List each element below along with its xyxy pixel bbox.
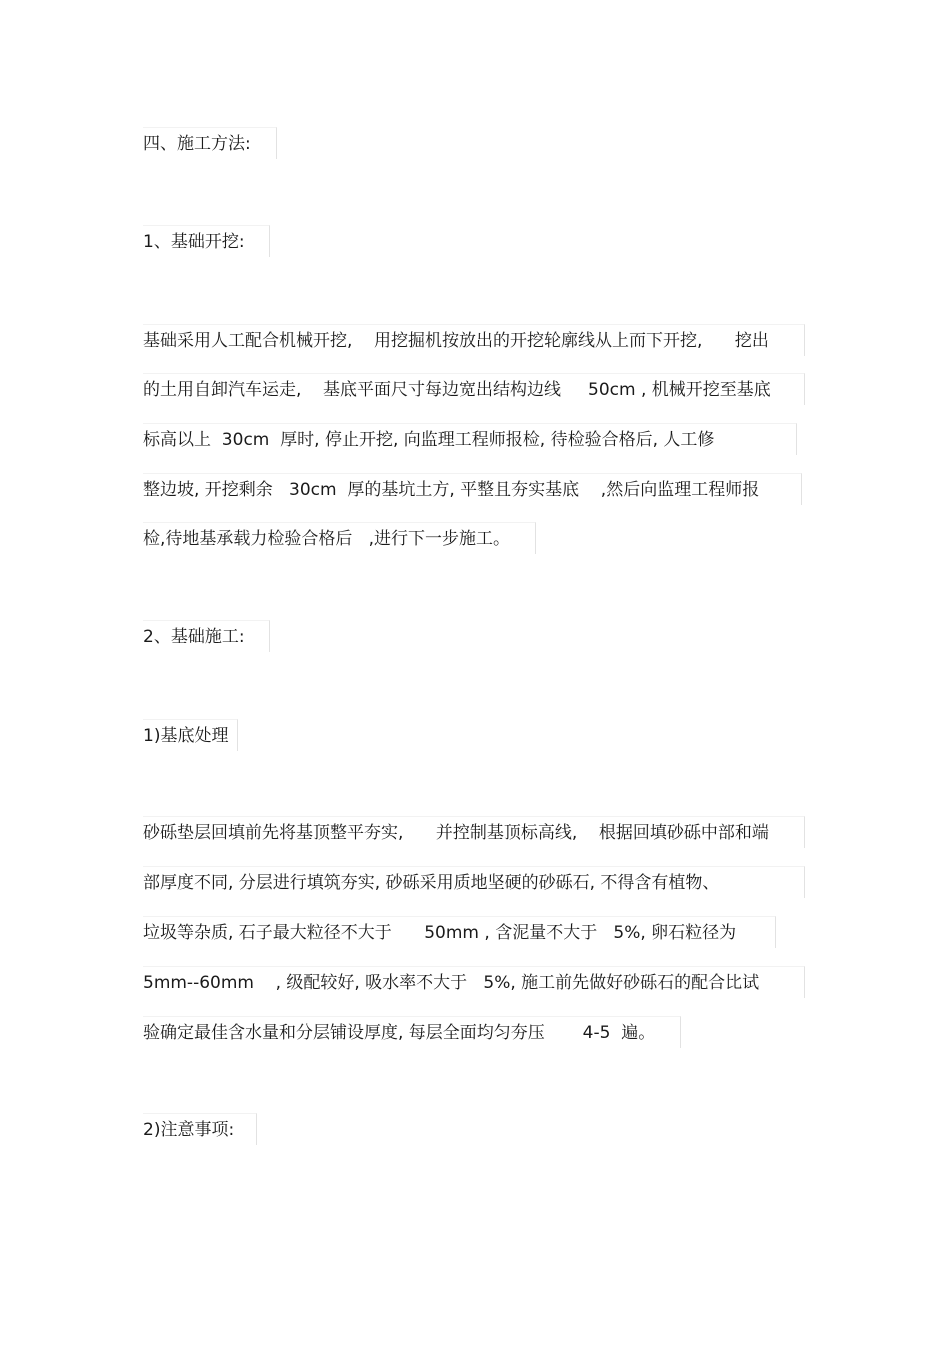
section-heading-construction-method: 四、施工方法: (143, 127, 277, 159)
paragraph-line: 验确定最佳含水量和分层铺设厚度, 每层全面均匀夯压 4-5 遍。 (143, 1016, 681, 1048)
paragraph-line: 标高以上 30cm 厚时, 停止开挖, 向监理工程师报检, 待检验合格后, 人工修 (143, 423, 797, 455)
subsection-heading-foundation-construction: 2、基础施工: (143, 620, 270, 652)
paragraph-line: 整边坡, 开挖剩余 30cm 厚的基坑土方, 平整且夯实基底 ,然后向监理工程师报 (143, 473, 802, 505)
paragraph-line: 基础采用人工配合机械开挖, 用挖掘机按放出的开挖轮廓线从上而下开挖, 挖出 (143, 324, 805, 356)
paragraph-line: 砂砾垫层回填前先将基顶整平夯实, 并控制基顶标高线, 根据回填砂砾中部和端 (143, 816, 805, 848)
paragraph-line: 的土用自卸汽车运走, 基底平面尺寸每边宽出结构边线 50cm , 机械开挖至基底 (143, 373, 805, 405)
subsection-heading-foundation-excavation: 1、基础开挖: (143, 225, 270, 257)
paragraph-line: 5mm--60mm , 级配较好, 吸水率不大于 5%, 施工前先做好砂砾石的配合比试 (143, 966, 805, 998)
paragraph-line: 部厚度不同, 分层进行填筑夯实, 砂砾采用质地坚硬的砂砾石, 不得含有植物、 (143, 866, 805, 898)
subheading-precautions: 2)注意事项: (143, 1113, 257, 1145)
subheading-base-treatment: 1)基底处理 (143, 719, 238, 751)
paragraph-line: 检,待地基承载力检验合格后 ,进行下一步施工。 (143, 522, 536, 554)
paragraph-line: 垃圾等杂质, 石子最大粒径不大于 50mm , 含泥量不大于 5%, 卵石粒径为 (143, 916, 776, 948)
